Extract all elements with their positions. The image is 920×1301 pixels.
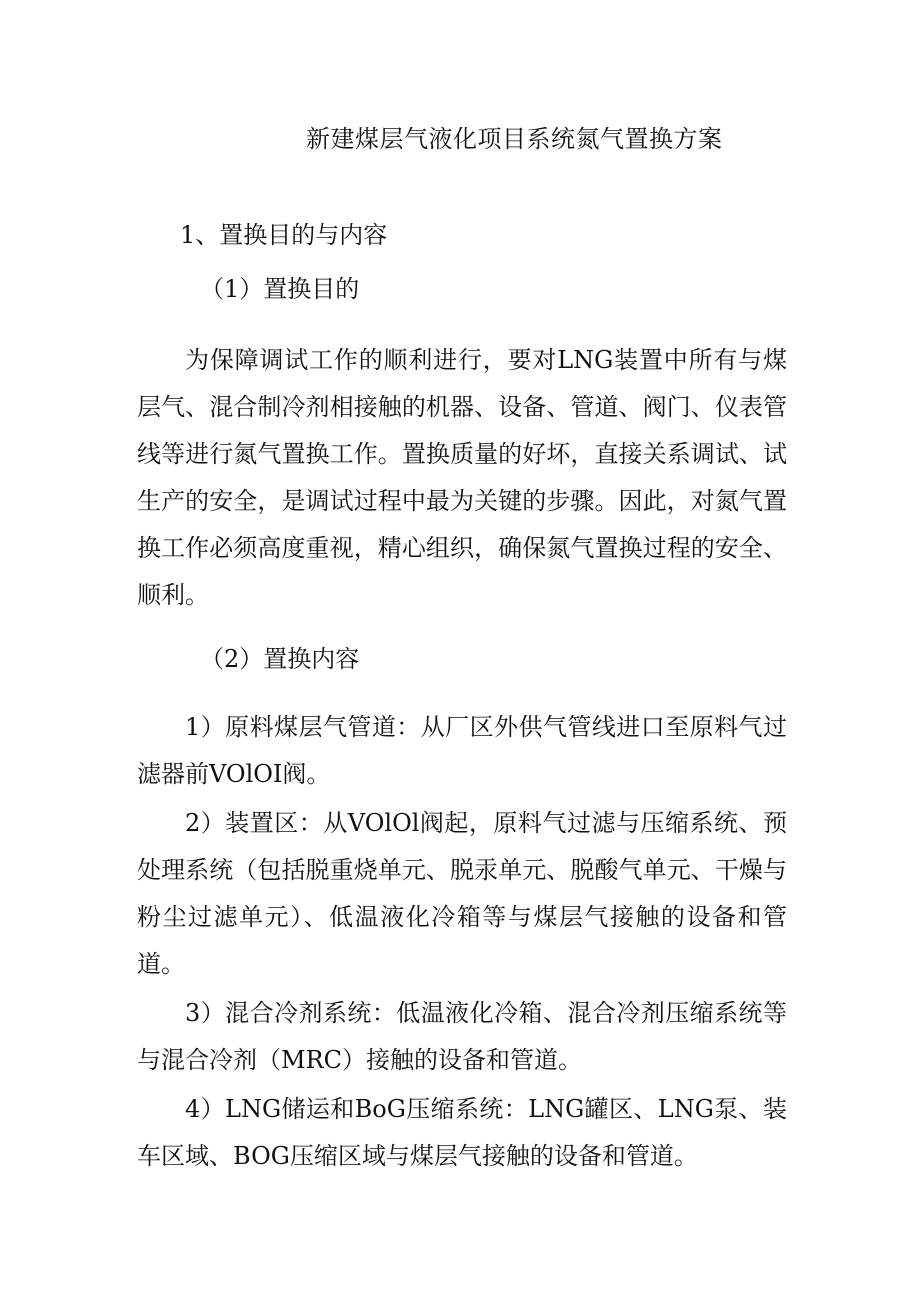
content-item-2: 2）装置区：从VOlOl阀起，原料气过滤与压缩系统、预处理系统（包括脱重烧单元、脱汞单元、脱酸气单元、干燥与粉尘过滤单元）、低温液化冷箱等与煤层气接触的设备和管道。 (137, 809, 787, 978)
purpose-paragraph: 为保障调试工作的顺利进行，要对LNG装置中所有与煤层气、混合制冷剂相接触的机器、设备、管道、阀门、仪表管线等进行氮气置换工作。置换质量的好坏，直接关系调试、试生产的安全，是调试过程中最为关键的步骤。因此，对氮气置换工作必须高度重视，精心组织，确保氮气置换过程的安全、顺利。 (137, 346, 787, 609)
subsection-heading-content: （2）置换内容 (200, 645, 360, 673)
content-item-4: 4）LNG储运和BoG压缩系统：LNG罐区、LNG泵、装车区域、BOG压缩区域与煤层气接触的设备和管道。 (137, 1095, 787, 1170)
document-title: 新建煤层气液化项目系统氮气置换方案 (306, 125, 723, 153)
subsection-heading-purpose: （1）置换目的 (200, 275, 360, 303)
section-heading-1: 1、置换目的与内容 (180, 221, 388, 249)
content-item-3: 3）混合冷剂系统：低温液化冷箱、混合冷剂压缩系统等与混合冷剂（MRC）接触的设备和管道。 (137, 999, 787, 1074)
content-item-1: 1）原料煤层气管道：从厂区外供气管线进口至原料气过滤器前VOlOI阀。 (137, 713, 787, 788)
